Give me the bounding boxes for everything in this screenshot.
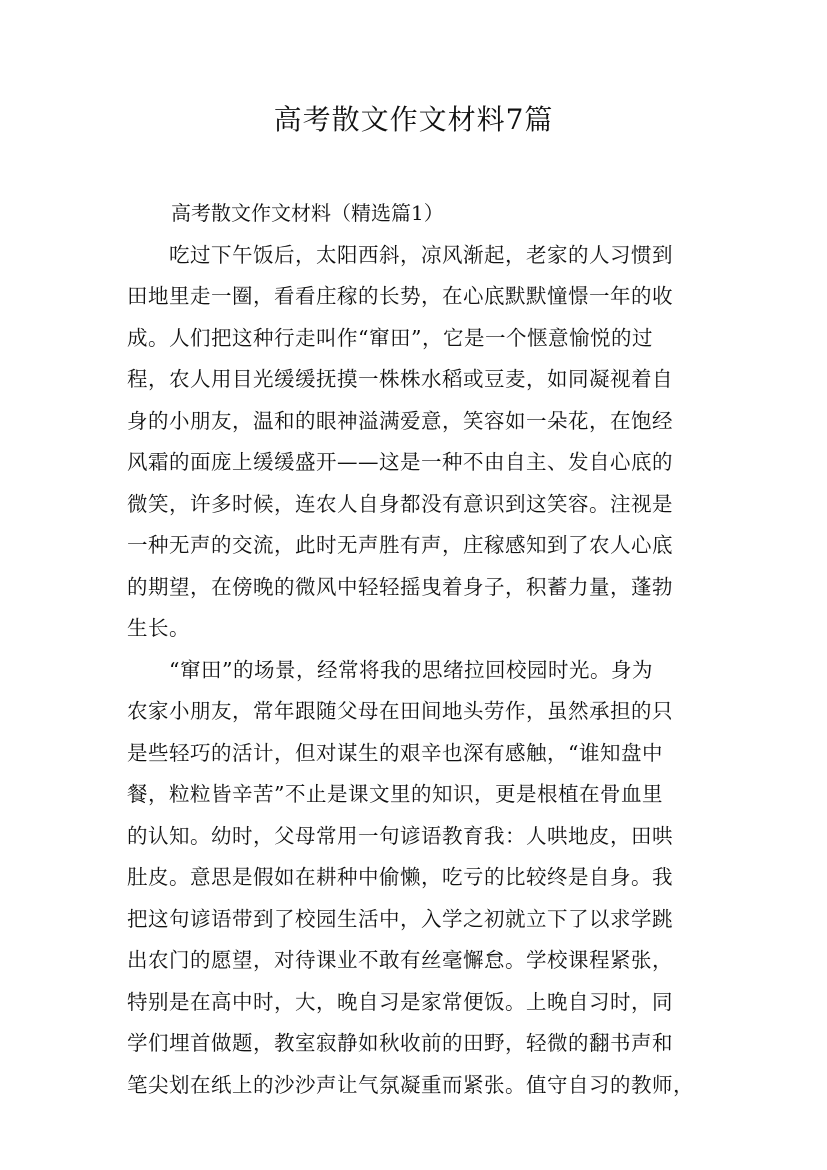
paragraph-line: 特别是在高中时，大，晚自习是家常便饭。上晚自习时，同	[127, 989, 673, 1014]
paragraph-2	[127, 650, 705, 1107]
paragraph-line: 农家小朋友，常年跟随父母在田间地头劳作，虽然承担的只	[127, 699, 673, 723]
paragraph-line: “窜田”的场景，经常将我的思绪拉回校园时光。身为	[169, 657, 653, 682]
paragraph-line: 生长。	[127, 616, 190, 640]
document-body	[127, 193, 705, 1106]
paragraph-line: 田地里走一圈，看看庄稼的长势，在心底默默憧憬一年的收	[127, 284, 673, 308]
paragraph-line: 笔尖划在纸上的沙沙声让气氛凝重而紧张。值守自习的教师，	[127, 1072, 694, 1097]
paragraph-line: 程，农人用目光缓缓抚摸一株株水稻或豆麦，如同凝视着自	[127, 367, 673, 391]
paragraph-line: 餐，粒粒皆辛苦”不止是课文里的知识，更是根植在骨血里	[127, 782, 663, 806]
paragraph-line: 出农门的愿望，对待课业不敢有丝毫懈怠。学校课程紧张，	[127, 948, 673, 972]
paragraph-line: 的认知。幼时，父母常用一句谚语教育我：人哄地皮，田哄	[127, 823, 673, 848]
paragraph-line: 身的小朋友，温和的眼神溢满爱意，笑容如一朵花，在饱经	[127, 408, 673, 433]
document-title: 高考散文作文材料7篇	[273, 103, 554, 136]
paragraph-line: 学们埋首做题，教室寂静如秋收前的田野，轻微的翻书声和	[127, 1031, 673, 1055]
paragraph-line: 吃过下午饭后，太阳西斜，凉风渐起，老家的人习惯到	[169, 242, 673, 267]
paragraph-line: 的期望，在傍晚的微风中轻轻摇曳着身子，积蓄力量，蓬勃	[127, 574, 673, 599]
section-heading: 高考散文作文材料（精选篇1）	[171, 201, 444, 225]
paragraph-line: 成。人们把这种行走叫作“窜田”，它是一个惬意愉悦的过	[127, 325, 653, 350]
paragraph-line: 风霜的面庞上缓缓盛开——这是一种不由自主、发自心底的	[127, 450, 673, 474]
paragraph-line: 一种无声的交流，此时无声胜有声，庄稼感知到了农人心底	[127, 533, 673, 557]
paragraph-1	[127, 235, 705, 650]
paragraph-line: 是些轻巧的活计，但对谋生的艰辛也深有感触，“谁知盘中	[127, 740, 663, 765]
paragraph-line: 把这句谚语带到了校园生活中，入学之初就立下了以求学跳	[127, 906, 673, 931]
paragraph-line: 肚皮。意思是假如在耕种中偷懒，吃亏的比较终是自身。我	[127, 865, 673, 889]
paragraph-line: 微笑，许多时候，连农人自身都没有意识到这笑容。注视是	[127, 491, 673, 516]
